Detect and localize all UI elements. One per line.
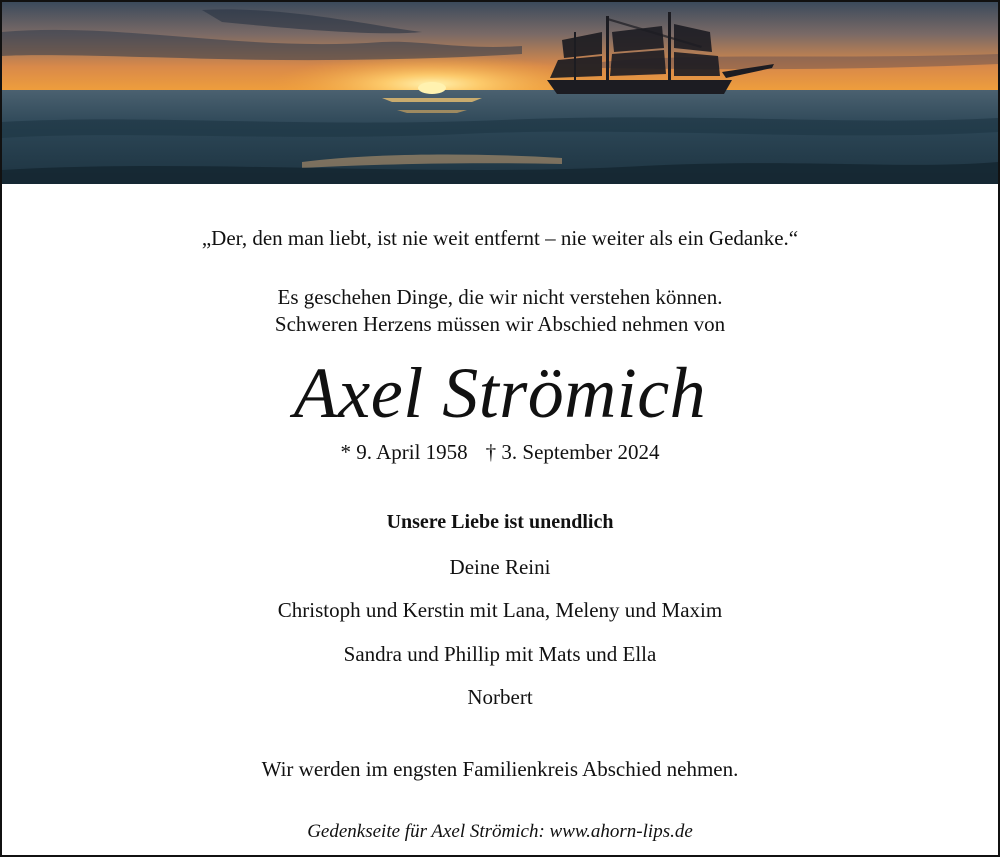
death-date: † 3. September 2024 [485,440,660,464]
deceased-name: Axel Strömich [293,353,707,433]
banner-image-sunset-ship [2,2,998,184]
sunset-ship-illustration [2,2,998,184]
memorial-quote: „Der, den man liebt, ist nie weit entfernt – nie weiter als ein Gedanke.“ [201,226,799,250]
intro-line-1: Es geschehen Dinge, die wir nicht verstehen können. [277,285,723,309]
mourner-line: Christoph und Kerstin mit Lana, Meleny und Maxim [277,598,723,622]
memorial-page-link[interactable]: Gedenkseite für Axel Strömich: www.ahorn-lips.de [307,821,693,842]
life-dates [2,440,998,465]
intro-line-2: Schweren Herzens müssen wir Abschied nehmen von [274,312,726,336]
mourner-line: Norbert [467,685,533,709]
birth-date: * 9. April 1958 [340,440,468,464]
mourner-line: Deine Reini [449,555,551,579]
motto: Unsere Liebe ist unendlich [386,511,614,533]
mourner-line: Sandra und Phillip mit Mats und Ella [343,642,657,666]
closing-note: Wir werden im engsten Familienkreis Abschied nehmen. [261,757,739,781]
